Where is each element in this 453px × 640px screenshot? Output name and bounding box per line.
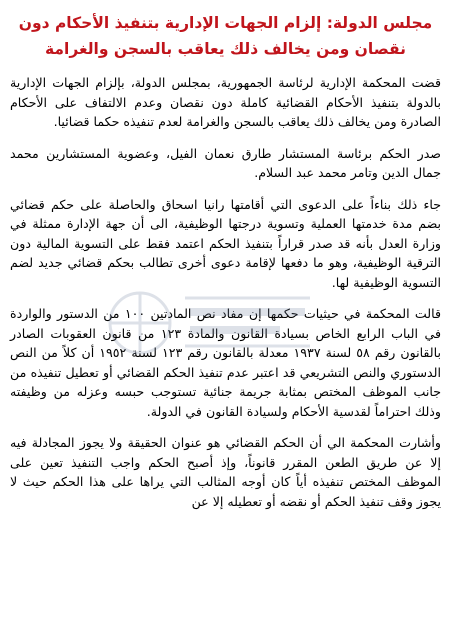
article-paragraph: قضت المحكمة الإدارية لرئاسة الجمهورية، بمجلس الدولة، بإلزام الجهات الإدارية بالدولة بتنفيذ الأحكام القضائية كاملة دون نقصان وعدم الالتفاف على الأحكام الصادرة ومن يخالف ذلك يعاقب بالسجن والغرامة لعدم تنفيذه حكما قضائيا.	[10, 75, 441, 129]
headline-divider	[10, 66, 441, 67]
article-paragraph: صدر الحكم برئاسة المستشار طارق نعمان الفيل، وعضوية المستشارين محمد جمال الدين وتامر محمد عبد السلام.	[10, 145, 441, 180]
article-paragraph: وأشارت المحكمة الي أن الحكم القضائي هو عنوان الحقيقة ولا يجوز المجادلة فيه إلا عن طريق الطعن المقرر قانوناً، وإذ أصبح الحكم واجب التنفيذ تعين على الموظف المختص تنفيذه أياً كان أوجه المثالب التي يراها على هذا الحكم حيث لا يجوز وقف تنفيذ الحكم أو نقضه أو تعطيله إلا عن	[10, 435, 441, 509]
article-paragraph: جاء ذلك بناءاً على الدعوى التي أقامتها رانيا اسحاق والحاصلة على حكم قضائي بضم مدة خدمتها العملية وتسوية درجتها الوظيفية، الى أن جهة الإدارة ممثلة في وزارة العدل بأنه قد صدر قراراً بتنفيذ الحكم اعتمد فقط على التسوية المالية دون الترقية الوظيفية، وهو ما دفعها لإقامة دعوى أخرى تطالب بحكم قضائي جديد لضم التسوية الوظيفية لها.	[10, 196, 441, 290]
article-headline: مجلس الدولة: إلزام الجهات الإدارية بتنفيذ الأحكام دون نقصان ومن يخالف ذلك يعاقب بالسجن والغرامة	[18, 14, 433, 58]
article-paragraph: قالت المحكمة في حيثيات حكمها إن مفاد نص المادتين ١٠٠ من الدستور والواردة في الباب الرابع الخاص بسيادة القانون والمادة ١٢٣ من قانون العقوبات الصادر بالقانون رقم ٥٨ لسنة ١٩٣٧ معدلة بالقانون رقم ١٢٣ لسنة ١٩٥٢ أن كلاً من النص الدستوري والنص التشريعي قد اعتبر عدم تنفيذ الحكم القضائي أو تعطيل تنفيذه من جانب الموظف المختص بمثابة جريمة جنائية تستوجب حبسه وعزله من وظيفته وذلك احتراماً لقدسية الأحكام ولسيادة القانون في الدولة.	[10, 306, 441, 419]
